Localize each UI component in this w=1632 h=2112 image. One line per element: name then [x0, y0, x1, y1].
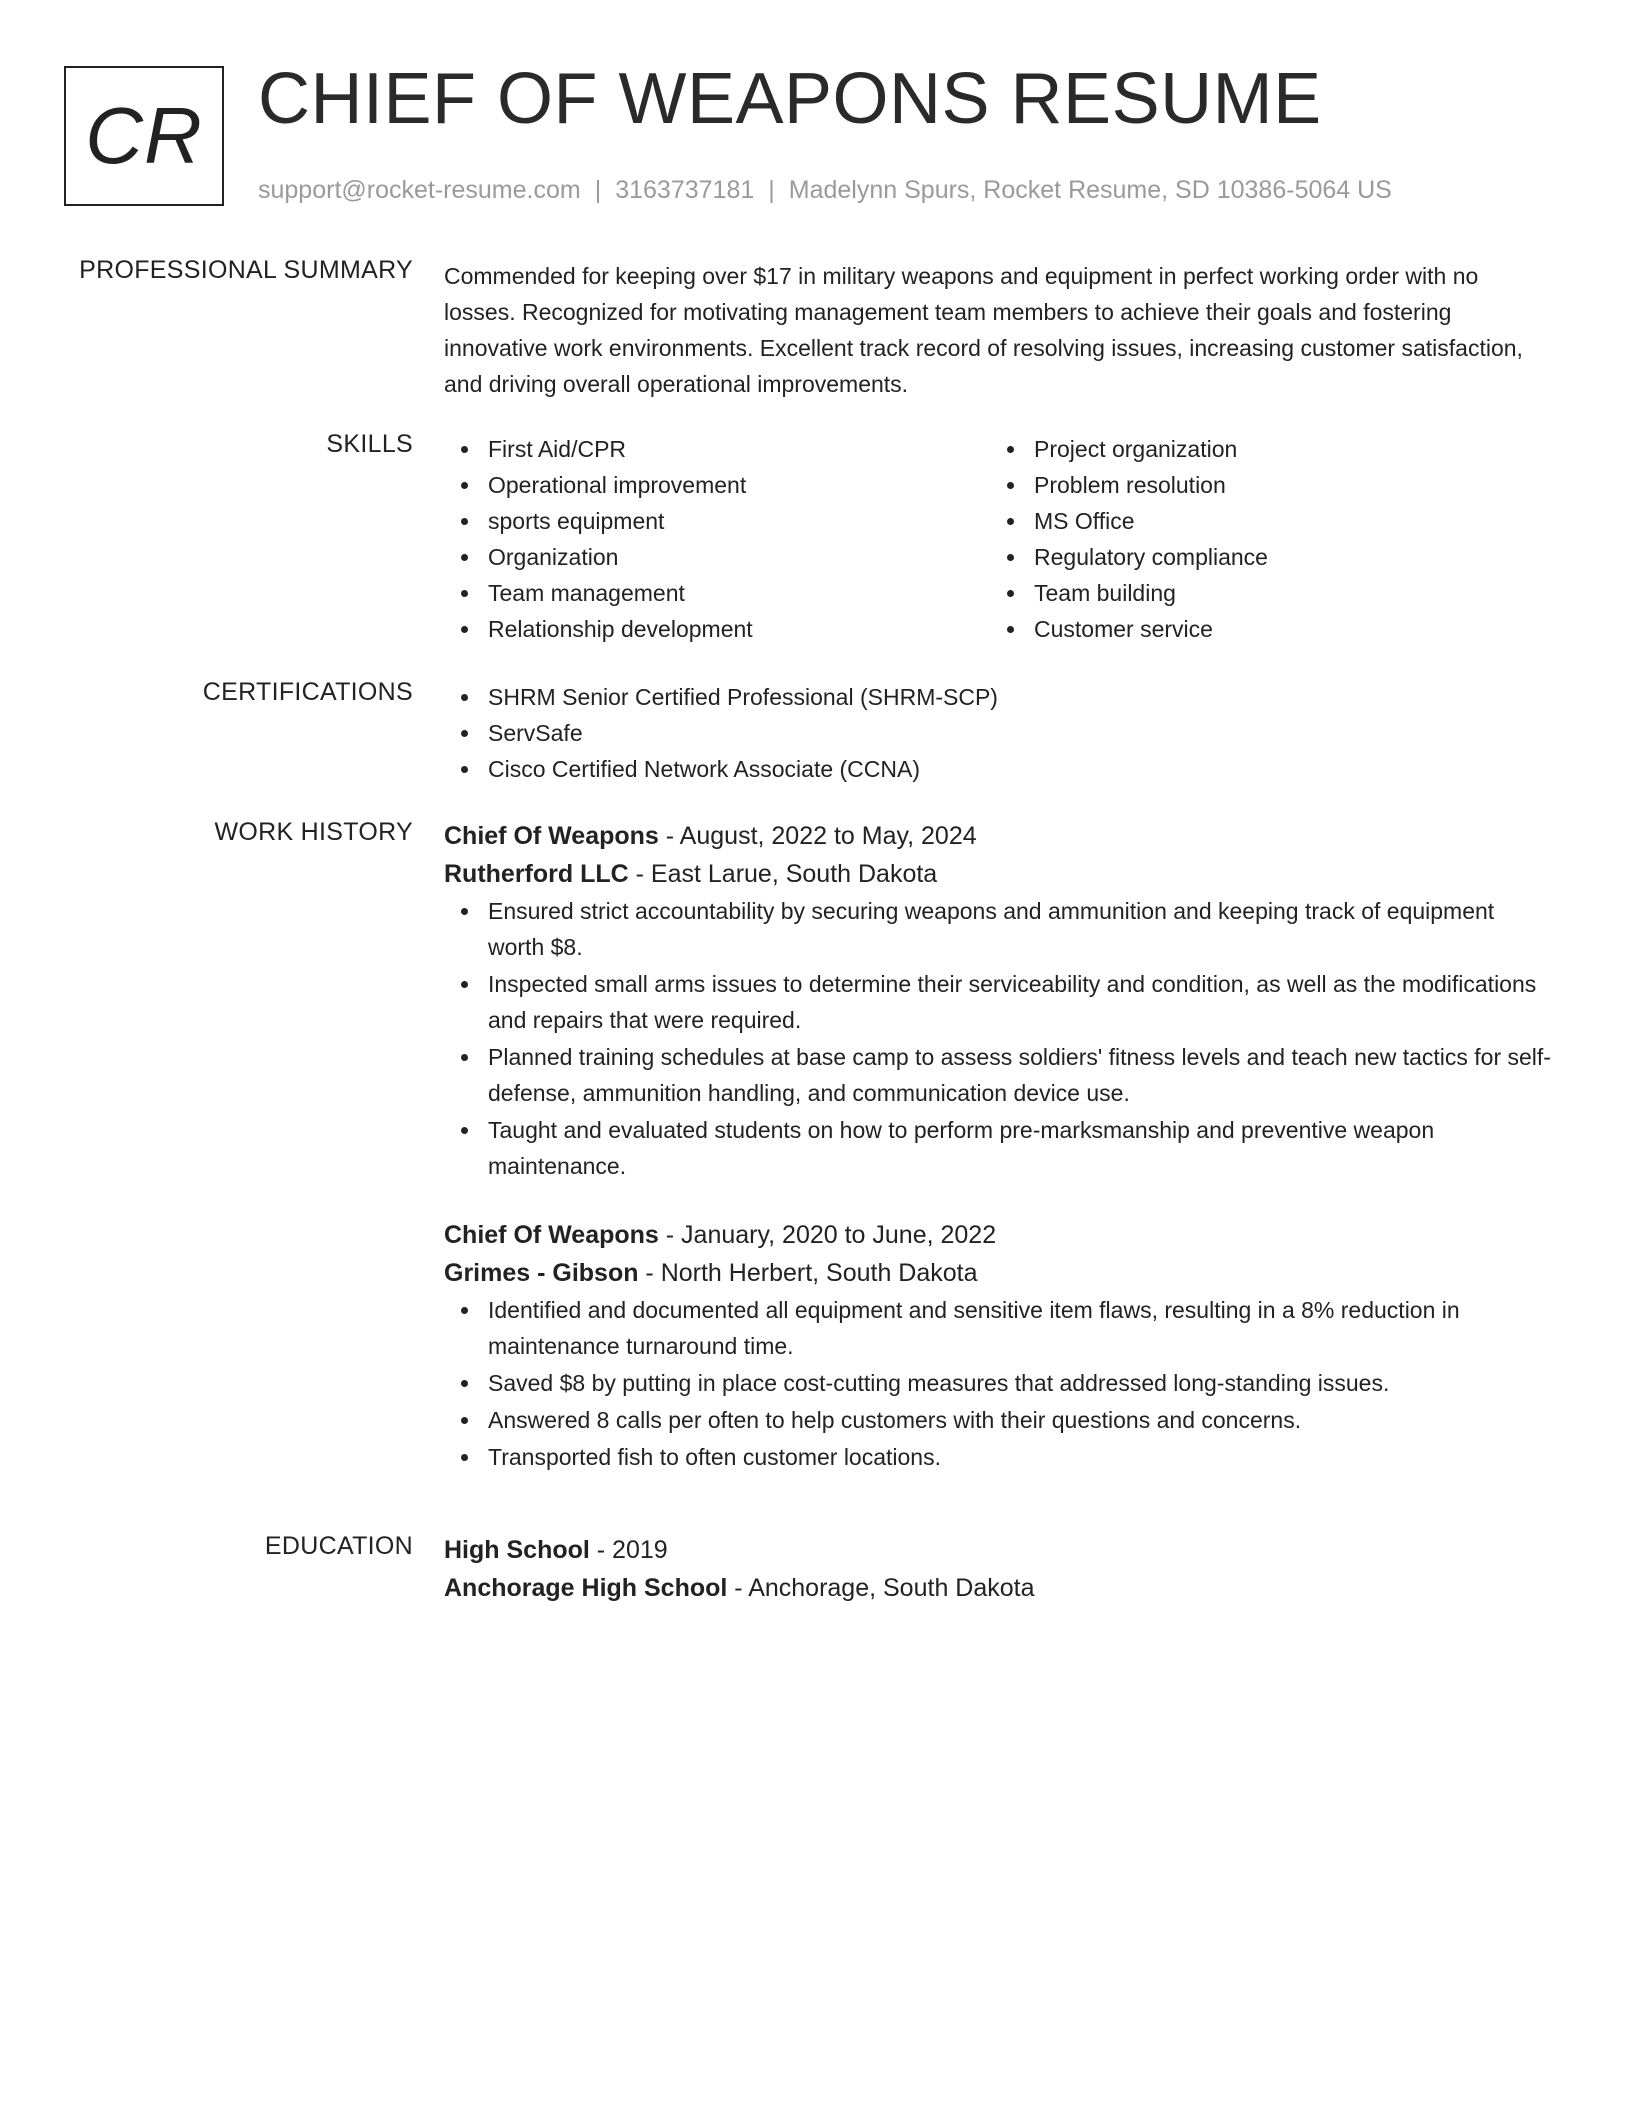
education-degree-line [444, 1531, 1554, 1569]
contact-separator: | [768, 176, 775, 204]
job-bullet: Transported fish to often customer locations. [444, 1439, 1554, 1475]
job-title: Chief Of Weapons [444, 1221, 659, 1249]
education-school: Anchorage High School [444, 1574, 728, 1602]
skills-list-left [444, 431, 990, 647]
skills-body [444, 431, 1554, 647]
skill-item: Team building [990, 575, 1536, 611]
contact-email[interactable]: support@rocket-resume.com [258, 176, 581, 204]
contact-separator: | [594, 176, 602, 204]
skill-item: Relationship development [444, 611, 990, 647]
job-title-line [444, 817, 1554, 855]
skill-item: Problem resolution [990, 467, 1536, 503]
summary-body [444, 258, 1554, 402]
education-location: - Anchorage, South Dakota [727, 1574, 1035, 1602]
job-dates: - August, 2022 to May, 2024 [658, 822, 977, 850]
job-bullet: Planned training schedules at base camp to assess soldiers' fitness levels and teach new tactics for self-defense, ammunition handling, and communication device use. [444, 1039, 1554, 1111]
skill-item: Team management [444, 575, 990, 611]
certification-item: ServSafe [444, 715, 1554, 751]
contact-line [258, 176, 1392, 205]
resume-title: CHIEF OF WEAPONS RESUME [258, 59, 1322, 139]
job-location: - East Larue, South Dakota [628, 860, 938, 888]
certification-item: Cisco Certified Network Associate (CCNA) [444, 751, 1554, 787]
education-body [444, 1531, 1554, 1607]
skill-item: Project organization [990, 431, 1536, 467]
skill-item: Customer service [990, 611, 1536, 647]
monogram-badge [64, 66, 224, 206]
skill-item: MS Office [990, 503, 1536, 539]
education-year: - 2019 [589, 1536, 668, 1564]
job-bullet: Inspected small arms issues to determine their serviceability and condition, as well as the modifications and repairs that were required. [444, 966, 1554, 1038]
job-company: Grimes - Gibson [444, 1259, 639, 1287]
certifications-body [444, 679, 1554, 787]
section-label-certifications: CERTIFICATIONS [202, 678, 413, 706]
skills-list-right [990, 431, 1536, 647]
job-bullets [444, 893, 1554, 1184]
contact-phone[interactable]: 3163737181 [615, 176, 755, 204]
skill-item: Organization [444, 539, 990, 575]
job-bullet: Saved $8 by putting in place cost-cutting measures that addressed long-standing issues. [444, 1365, 1554, 1401]
job-title: Chief Of Weapons [444, 822, 659, 850]
skill-item: First Aid/CPR [444, 431, 990, 467]
section-label-skills: SKILLS [326, 430, 413, 458]
job-bullet: Answered 8 calls per often to help customers with their questions and concerns. [444, 1402, 1554, 1438]
job-bullets [444, 1292, 1554, 1475]
section-label-summary: PROFESSIONAL SUMMARY [79, 256, 413, 284]
job-bullet: Ensured strict accountability by securing weapons and ammunition and keeping track of equipment worth $8. [444, 893, 1554, 965]
job-bullet: Identified and documented all equipment and sensitive item flaws, resulting in a 8% reduction in maintenance turnaround time. [444, 1292, 1554, 1364]
work-history-body [444, 817, 1554, 1476]
contact-address: Madelynn Spurs, Rocket Resume, SD 10386-5064 US [788, 176, 1392, 204]
job-entry [444, 1216, 1554, 1475]
certification-item: SHRM Senior Certified Professional (SHRM-SCP) [444, 679, 1554, 715]
job-company: Rutherford LLC [444, 860, 629, 888]
job-company-line [444, 855, 1554, 893]
summary-text: Commended for keeping over $17 in military weapons and equipment in perfect working order with no losses. Recognized for motivating management team members to achieve their goals and fostering innovative work environments. Excellent track record of resolving issues, increasing customer satisfaction, and driving overall operational improvements. [444, 263, 1523, 397]
education-school-line [444, 1569, 1554, 1607]
job-dates: - January, 2020 to June, 2022 [658, 1221, 997, 1249]
job-title-line [444, 1216, 1554, 1254]
section-label-education: EDUCATION [264, 1532, 413, 1560]
skill-item: Regulatory compliance [990, 539, 1536, 575]
section-label-work-history: WORK HISTORY [214, 818, 413, 846]
skill-item: Operational improvement [444, 467, 990, 503]
monogram-initials: CR [85, 91, 203, 180]
job-entry [444, 817, 1554, 1184]
job-location: - North Herbert, South Dakota [638, 1259, 978, 1287]
skill-item: sports equipment [444, 503, 990, 539]
job-company-line [444, 1254, 1554, 1292]
education-degree: High School [444, 1536, 590, 1564]
certifications-list [444, 679, 1554, 787]
job-bullet: Taught and evaluated students on how to perform pre-marksmanship and preventive weapon maintenance. [444, 1112, 1554, 1184]
